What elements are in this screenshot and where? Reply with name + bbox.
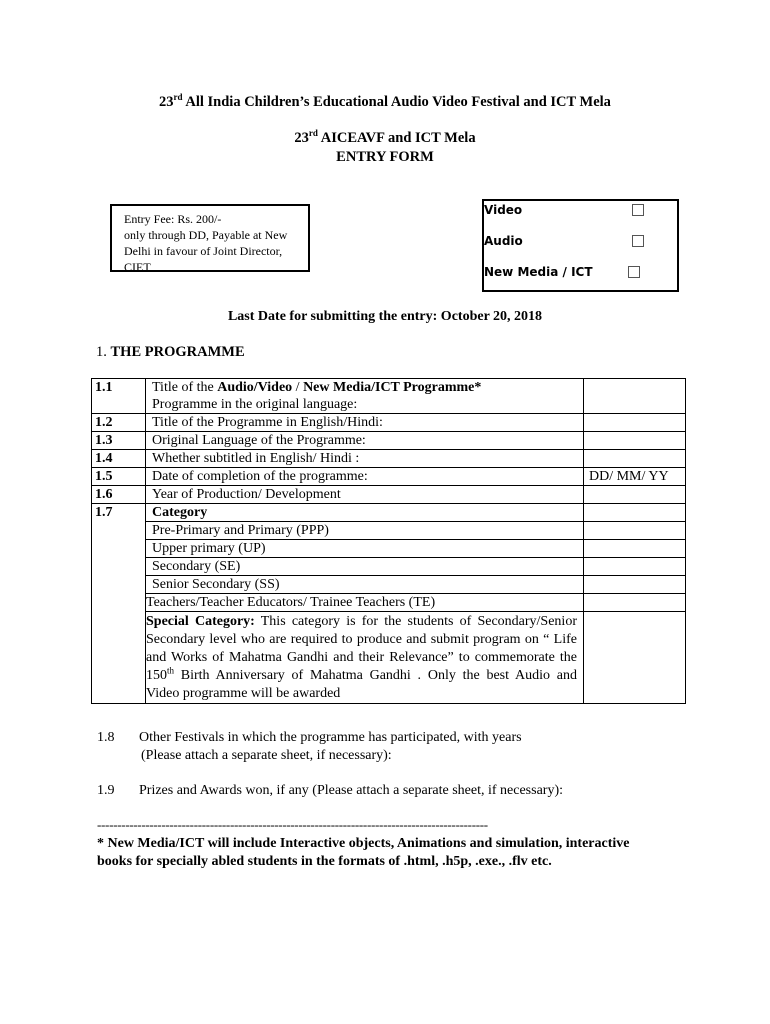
category-option: Teachers/Teacher Educators/ Trainee Teachers (TE) bbox=[146, 594, 584, 612]
new-media-checkbox[interactable] bbox=[628, 266, 640, 278]
row-number: 1.5 bbox=[92, 468, 146, 486]
production-year-input[interactable] bbox=[584, 486, 686, 504]
entry-fee-line: Delhi in favour of Joint Director, bbox=[124, 244, 283, 258]
row-number: 1.2 bbox=[92, 414, 146, 432]
item-number: 1.8 bbox=[97, 730, 115, 745]
row-number: 1.7 bbox=[92, 504, 146, 704]
video-checkbox[interactable] bbox=[632, 204, 644, 216]
item-prizes-awards bbox=[97, 783, 563, 799]
table-row bbox=[92, 432, 686, 450]
category-blank bbox=[584, 504, 686, 522]
title-english-input[interactable] bbox=[584, 414, 686, 432]
item-subtext: (Please attach a separate sheet, if necessary): bbox=[141, 748, 392, 763]
programme-table bbox=[91, 378, 686, 704]
category-option: Pre-Primary and Primary (PPP) bbox=[146, 522, 584, 540]
item-other-festivals bbox=[97, 729, 522, 765]
entry-fee-box bbox=[110, 204, 310, 272]
media-option-label: Video bbox=[484, 203, 523, 217]
row-label: Original Language of the Programme: bbox=[146, 432, 584, 450]
table-row bbox=[92, 414, 686, 432]
festival-title: 23rd All India Children’s Educational Audio Video Festival and ICT Mela bbox=[159, 92, 611, 110]
footnote-line: * New Media/ICT will include Interactive objects, Animations and simulation, interactive bbox=[97, 836, 630, 851]
table-row bbox=[92, 558, 686, 576]
row-label: Title of the Programme in English/Hindi: bbox=[146, 414, 584, 432]
subtitled-input[interactable] bbox=[584, 450, 686, 468]
row-number: 1.1 bbox=[92, 379, 146, 414]
table-row bbox=[92, 450, 686, 468]
last-date-notice: Last Date for submitting the entry: October 20, 2018 bbox=[227, 309, 543, 324]
table-row bbox=[92, 468, 686, 486]
table-row bbox=[92, 504, 686, 522]
row-label: Year of Production/ Development bbox=[146, 486, 584, 504]
row-label: Title of the Audio/Video / New Media/ICT Programme* Programme in the original language: bbox=[146, 379, 584, 414]
table-row bbox=[92, 612, 686, 704]
category-heading: Category bbox=[146, 504, 584, 522]
category-option: Secondary (SE) bbox=[146, 558, 584, 576]
form-subtitle: 23rd AICEAVF and ICT Mela bbox=[294, 128, 476, 146]
media-option-label: New Media / ICT bbox=[484, 265, 593, 279]
media-option-label: Audio bbox=[484, 234, 523, 248]
category-ss-input[interactable] bbox=[584, 576, 686, 594]
table-row bbox=[92, 594, 686, 612]
media-type-box bbox=[482, 199, 679, 292]
footnote bbox=[97, 835, 697, 871]
row-label: Whether subtitled in English/ Hindi : bbox=[146, 450, 584, 468]
item-text: Other Festivals in which the programme has participated, with years bbox=[139, 730, 522, 745]
table-row bbox=[92, 540, 686, 558]
special-category-input[interactable] bbox=[584, 612, 686, 704]
row-number: 1.4 bbox=[92, 450, 146, 468]
category-up-input[interactable] bbox=[584, 540, 686, 558]
footnote-line: books for specially abled students in the formats of .html, .h5p, .exe., .flv etc. bbox=[97, 854, 552, 869]
section-heading: 1. THE PROGRAMME bbox=[96, 344, 245, 360]
item-text: Prizes and Awards won, if any (Please attach a separate sheet, if necessary): bbox=[139, 783, 563, 798]
row-number: 1.3 bbox=[92, 432, 146, 450]
category-ppp-input[interactable] bbox=[584, 522, 686, 540]
item-number: 1.9 bbox=[97, 783, 115, 798]
table-row bbox=[92, 486, 686, 504]
category-se-input[interactable] bbox=[584, 558, 686, 576]
table-row bbox=[92, 576, 686, 594]
completion-date-input[interactable]: DD/ MM/ YY bbox=[584, 468, 686, 486]
table-row bbox=[92, 379, 686, 414]
entry-fee-line: Entry Fee: Rs. 200/- bbox=[124, 212, 222, 226]
entry-fee-line: only through DD, Payable at New bbox=[124, 228, 288, 242]
category-option: Upper primary (UP) bbox=[146, 540, 584, 558]
category-option: Senior Secondary (SS) bbox=[146, 576, 584, 594]
row-number: 1.6 bbox=[92, 486, 146, 504]
separator-line: ------------------------------------------------------------------------------------------------- bbox=[97, 817, 488, 832]
special-category: Special Category: This category is for the students of Secondary/Senior Secondary level who are required to produce and submit program on “ Life and Works of Mahatma Gandhi and their Relevance” to commemorate the 150th Birth Anniversary of Mahatma Gandhi . Only the best Audio and Video programme will be awarded bbox=[146, 612, 584, 704]
table-row bbox=[92, 522, 686, 540]
audio-checkbox[interactable] bbox=[632, 235, 644, 247]
category-te-input[interactable] bbox=[584, 594, 686, 612]
entry-fee-line: CIET bbox=[124, 260, 151, 274]
form-title: ENTRY FORM bbox=[336, 149, 434, 165]
original-language-input[interactable] bbox=[584, 432, 686, 450]
row-label: Date of completion of the programme: bbox=[146, 468, 584, 486]
title-original-input[interactable] bbox=[584, 379, 686, 414]
